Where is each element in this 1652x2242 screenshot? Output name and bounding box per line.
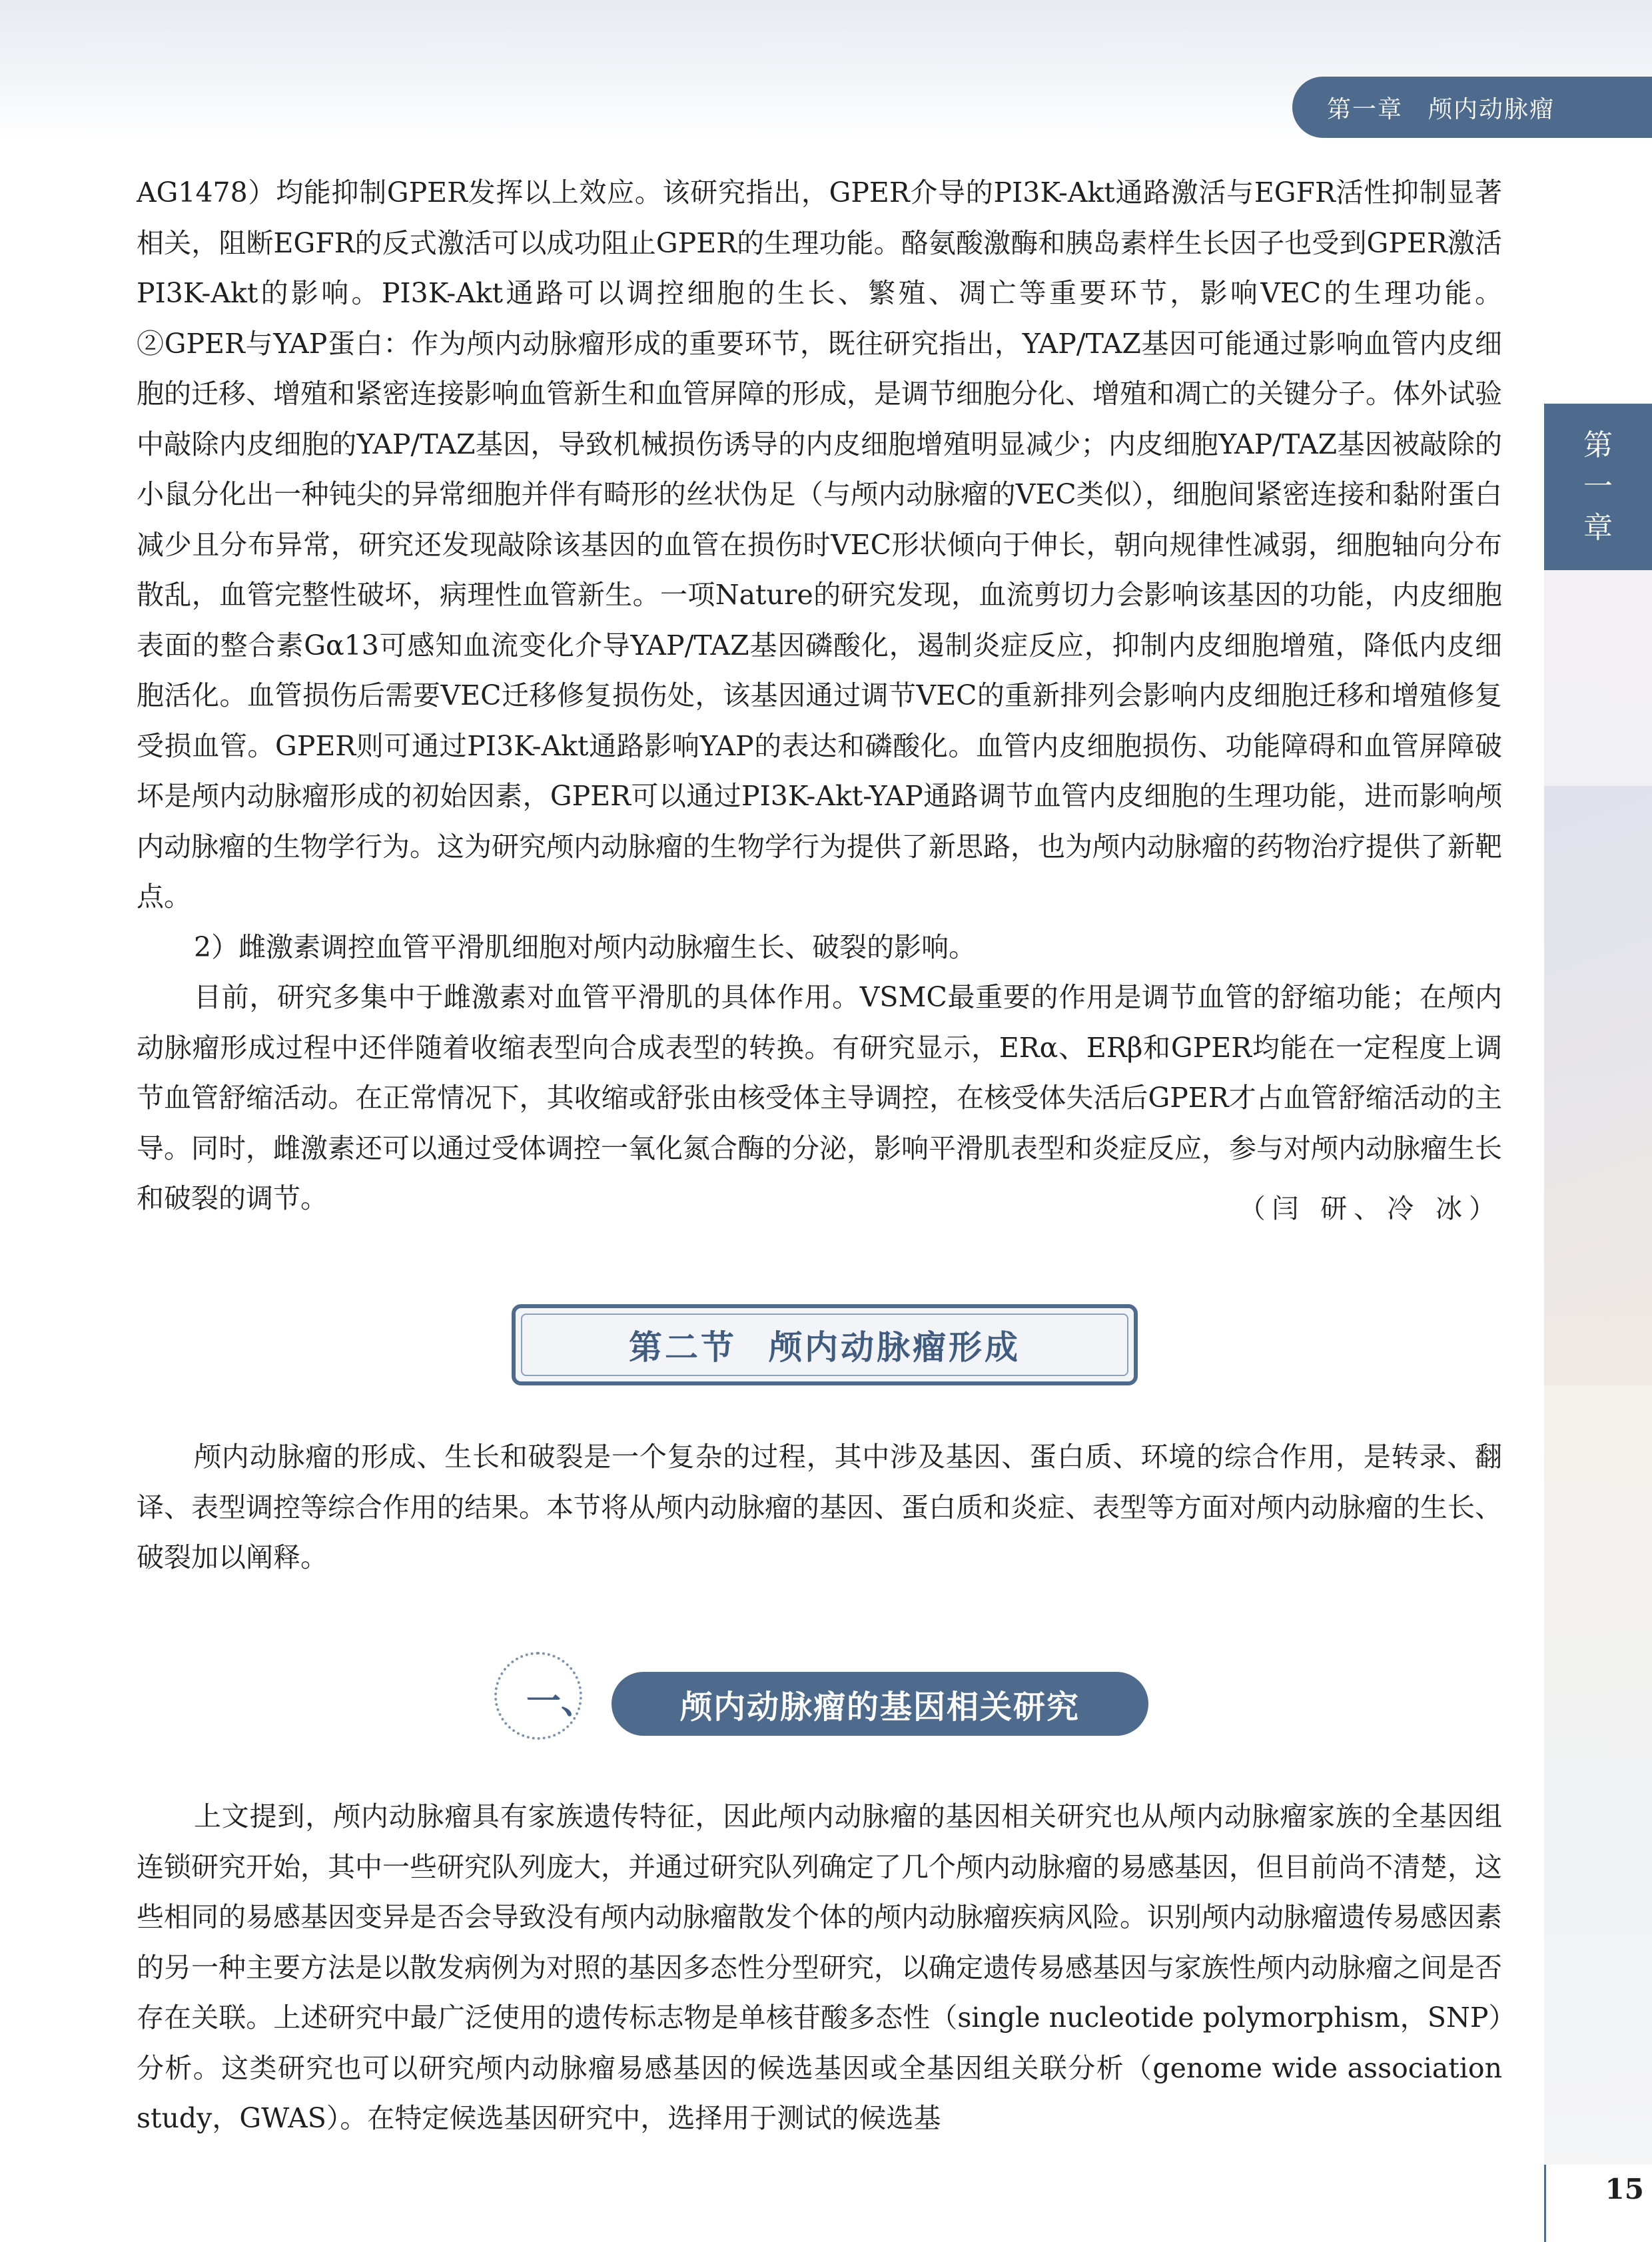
chapter-label: 第一章 bbox=[1327, 95, 1404, 123]
author-signature: （闫 研、冷 冰） bbox=[1238, 1194, 1502, 1224]
paragraph-vsmc-heading: 2）雌激素调控血管平滑肌细胞对颅内动脉瘤生长、破裂的影响。 bbox=[194, 931, 977, 963]
section-intro-paragraph: 颅内动脉瘤的形成、生长和破裂是一个复杂的过程，其中涉及基因、蛋白质、环境的综合作用，是转录、翻译、表型调控等综合作用的结果。本节将从颅内动脉瘤的基因、蛋白质和炎症、表型等方面对颅内动脉瘤的生长、破裂加以阐释。 bbox=[137, 1441, 1502, 1573]
chapter-side-tab bbox=[1544, 404, 1652, 570]
side-tab-char-3: 章 bbox=[1583, 511, 1613, 545]
body-text-top bbox=[137, 168, 1502, 1224]
right-decorative-shade bbox=[1544, 786, 1652, 1385]
subsection-title: 颅内动脉瘤的基因相关研究 bbox=[612, 1672, 1148, 1736]
subsection-text-block bbox=[137, 1792, 1502, 2144]
section-name: 颅内动脉瘤形成 bbox=[769, 1328, 1021, 1367]
chapter-header bbox=[1292, 77, 1652, 138]
section-title bbox=[629, 1321, 1021, 1369]
subsection-number: 一、 bbox=[526, 1682, 596, 1722]
page-number: 15 bbox=[1605, 2173, 1644, 2205]
subsection-paragraph: 上文提到，颅内动脉瘤具有家族遗传特征，因此颅内动脉瘤的基因相关研究也从颅内动脉瘤家族的全基因组连锁研究开始，其中一些研究队列庞大，并通过研究队列确定了几个颅内动脉瘤的易感基因，但目前尚不清楚，这些相同的易感基因变异是否会导致没有颅内动脉瘤散发个体的颅内动脉瘤疾病风险。识别颅内动脉瘤遗传易感因素的另一种主要方法是以散发病例为对照的基因多态性分型研究，以确定遗传易感基因与家族性颅内动脉瘤之间是否存在关联。上述研究中最广泛使用的遗传标志物是单核苷酸多态性（single nucleotide polymorphism，SNP）分析。这类研究也可以研究颅内动脉瘤易感基因的候选基因或全基因组关联分析（genome wide association study，GWAS）。在特定候选基因研究中，选择用于测试的候选基 bbox=[137, 1800, 1502, 2134]
section-number: 第二节 bbox=[629, 1328, 737, 1367]
chapter-title: 颅内动脉瘤 bbox=[1428, 95, 1555, 123]
section-intro-block bbox=[137, 1432, 1502, 1583]
paragraph-gper-yap: AG1478）均能抑制GPER发挥以上效应。该研究指出，GPER介导的PI3K-Akt通路激活与EGFR活性抑制显著相关，阻断EGFR的反式激活可以成功阻止GPER的生理功能。酪氨酸激酶和胰岛素样生长因子也受到GPER激活PI3K-Akt的影响。PI3K-Akt通路可以调控细胞的生长、繁殖、凋亡等重要环节，影响VEC的生理功能。②GPER与YAP蛋白：作为颅内动脉瘤形成的重要环节，既往研究指出，YAP/TAZ基因可能通过影响血管内皮细胞的迁移、增殖和紧密连接影响血管新生和血管屏障的形成，是调节细胞分化、增殖和凋亡的关键分子。体外试验中敲除内皮细胞的YAP/TAZ基因，导致机械损伤诱导的内皮细胞增殖明显减少；内皮细胞YAP/TAZ基因被敲除的小鼠分化出一种钝尖的异常细胞并伴有畸形的丝状伪足（与颅内动脉瘤的VEC类似），细胞间紧密连接和黏附蛋白减少且分布异常，研究还发现敲除该基因的血管在损伤时VEC形状倾向于伸长，朝向规律性减弱，细胞轴向分布散乱，血管完整性破坏，病理性血管新生。一项Nature的研究发现，血流剪切力会影响该基因的功能，内皮细胞表面的整合素Gα13可感知血流变化介导YAP/TAZ基因磷酸化，遏制炎症反应，抑制内皮细胞增殖，降低内皮细胞活化。血管损伤后需要VEC迁移修复损伤处，该基因通过调节VEC的重新排列会影响内皮细胞迁移和增殖修复受损血管。GPER则可通过PI3K-Akt通路影响YAP的表达和磷酸化。血管内皮细胞损伤、功能障碍和血管屏障破坏是颅内动脉瘤形成的初始因素，GPER可以通过PI3K-Akt-YAP通路调节血管内皮细胞的生理功能，进而影响颅内动脉瘤的生物学行为。这为研究颅内动脉瘤的生物学行为提供了新思路，也为颅内动脉瘤的药物治疗提供了新靶点。 bbox=[137, 177, 1502, 913]
paragraph-vsmc: 目前，研究多集中于雌激素对血管平滑肌的具体作用。VSMC最重要的作用是调节血管的舒缩功能；在颅内动脉瘤形成过程中还伴随着收缩表型向合成表型的转换。有研究显示，ERα、ERβ和GPER均能在一定程度上调节血管舒缩活动。在正常情况下，其收缩或舒张由核受体主导调控，在核受体失活后GPER才占血管舒缩活动的主导。同时，雌激素还可以通过受体调控一氧化氮合酶的分泌，影响平滑肌表型和炎症反应，参与对颅内动脉瘤生长和破裂的调节。 bbox=[137, 981, 1502, 1214]
side-tab-char-1: 第 bbox=[1583, 428, 1613, 462]
side-tab-char-2: 一 bbox=[1583, 470, 1613, 504]
section-banner bbox=[512, 1304, 1138, 1385]
